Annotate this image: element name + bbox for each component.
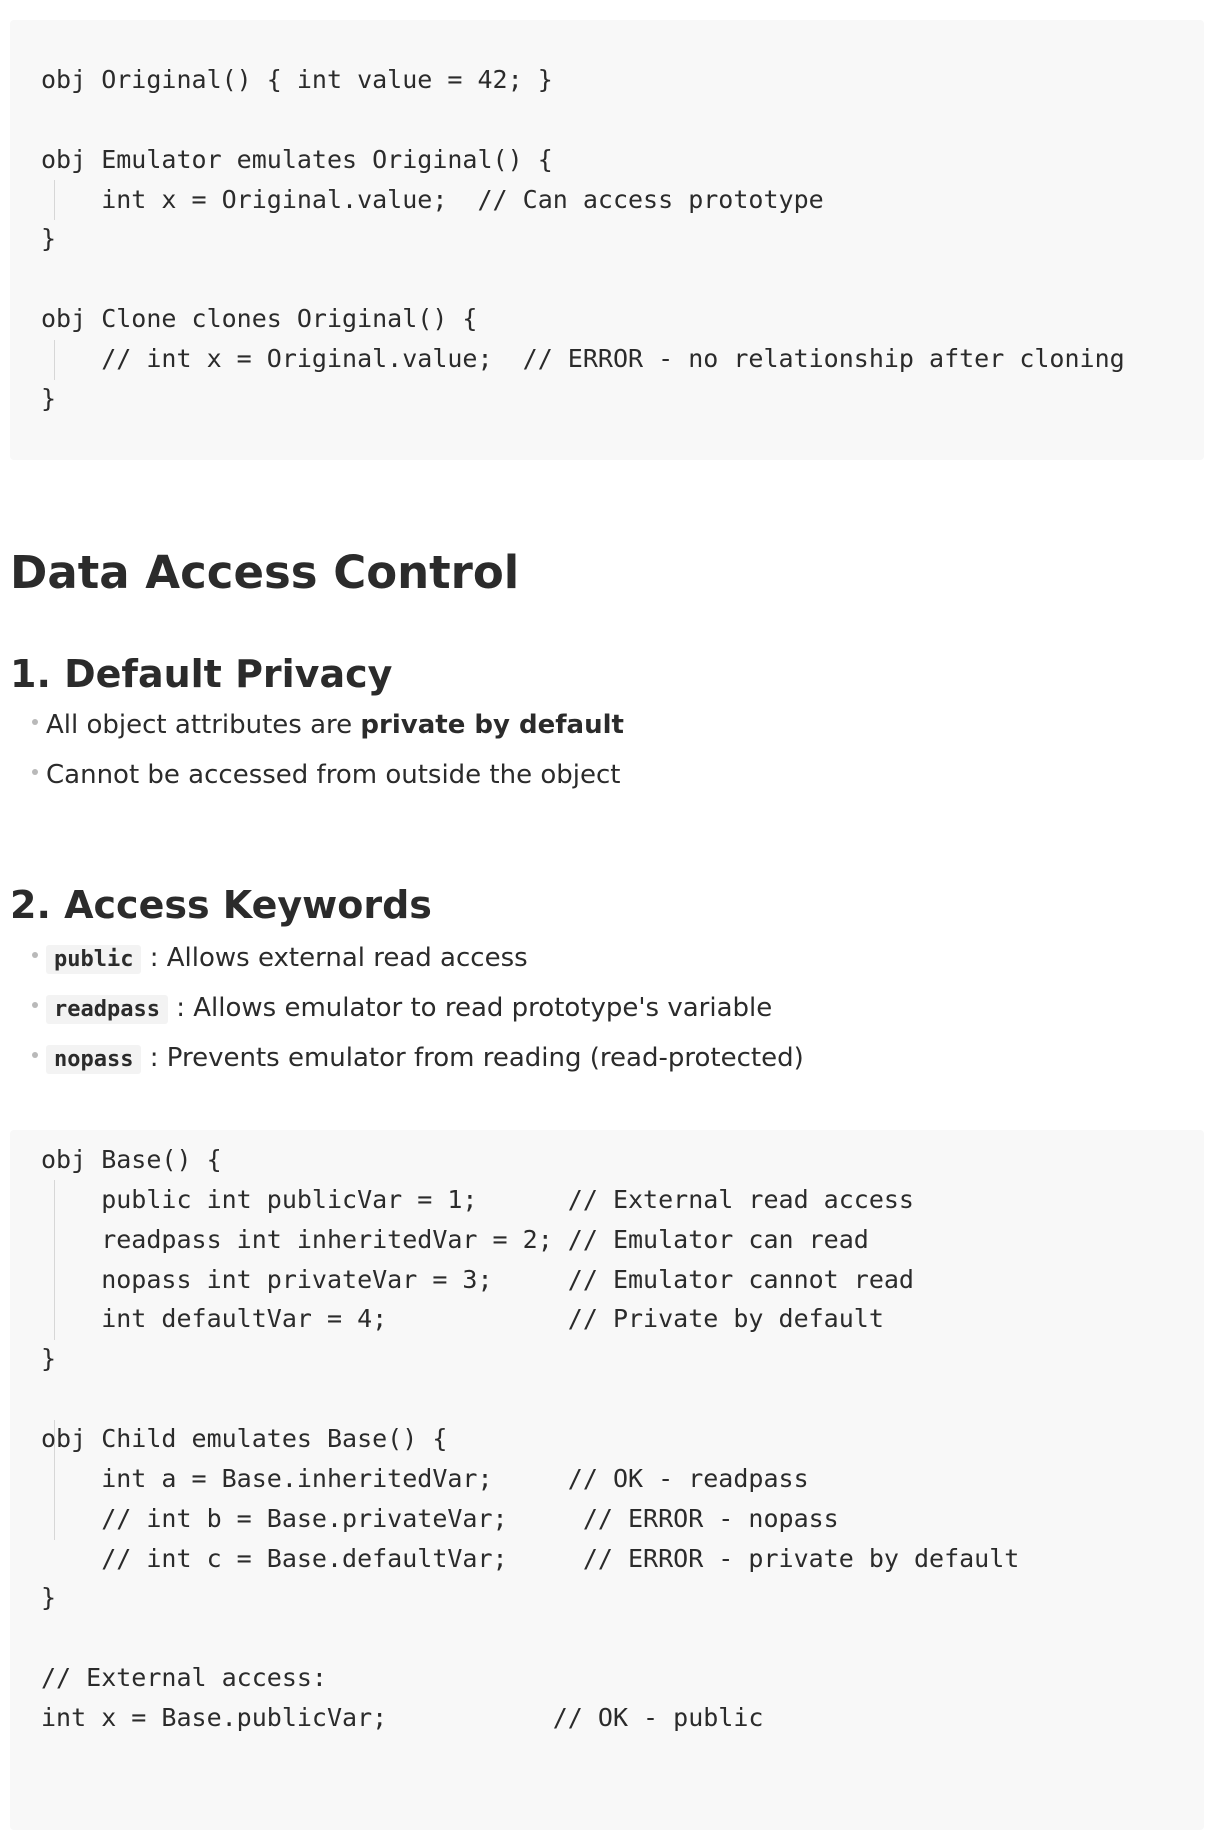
- code-line: readpass int inheritedVar = 2; // Emulator can read: [41, 1225, 869, 1254]
- list-item-text: : Prevents emulator from reading (read-protected): [141, 1043, 804, 1073]
- keyword-code: public: [46, 945, 141, 974]
- code-line: int defaultVar = 4; // Private by default: [41, 1304, 884, 1333]
- code-line: public int publicVar = 1; // External read access: [41, 1185, 914, 1214]
- code-line: // int b = Base.privateVar; // ERROR - nopass: [41, 1504, 839, 1533]
- code-line: }: [41, 384, 57, 413]
- code-line: obj Child emulates Base() {: [41, 1424, 448, 1453]
- code-line: int a = Base.inheritedVar; // OK - readpass: [41, 1464, 809, 1493]
- code-line: // External access:: [41, 1663, 327, 1692]
- page-heading: Data Access Control: [10, 546, 520, 599]
- bullet-icon: [32, 1002, 38, 1008]
- section-heading-access-keywords: 2. Access Keywords: [10, 883, 432, 927]
- list-item-text: : Allows external read access: [141, 943, 528, 973]
- section-heading-default-privacy: 1. Default Privacy: [10, 652, 393, 696]
- code-line: }: [41, 224, 57, 253]
- list-item: [32, 757, 621, 793]
- list-item-bold-text: private by default: [360, 710, 624, 740]
- bullet-icon: [32, 719, 38, 725]
- list-item-text: All object attributes are: [46, 710, 361, 740]
- keyword-code: nopass: [46, 1045, 141, 1074]
- list-item-text: : Allows emulator to read prototype's variable: [167, 993, 773, 1023]
- list-item: [32, 940, 528, 976]
- bullet-icon: [32, 952, 38, 958]
- list-item: [32, 1040, 804, 1076]
- keyword-code: readpass: [46, 995, 168, 1024]
- bullet-icon: [32, 769, 38, 775]
- code-line: int x = Base.publicVar; // OK - public: [41, 1703, 764, 1732]
- code-line: // int x = Original.value; // ERROR - no relationship after cloning: [41, 344, 1125, 373]
- code-block-access-example: [10, 1130, 1204, 1830]
- code-line: nopass int privateVar = 3; // Emulator cannot read: [41, 1265, 914, 1294]
- list-item: [32, 707, 624, 743]
- code-line: int x = Original.value; // Can access prototype: [41, 185, 824, 214]
- code-line: }: [41, 1583, 57, 1612]
- code-line: obj Original() { int value = 42; }: [41, 65, 553, 94]
- list-item: [32, 990, 772, 1026]
- code-line: obj Base() {: [41, 1145, 222, 1174]
- bullet-icon: [32, 1052, 38, 1058]
- code-line: obj Emulator emulates Original() {: [41, 145, 553, 174]
- code-line: }: [41, 1344, 57, 1373]
- code-line: // int c = Base.defaultVar; // ERROR - private by default: [41, 1544, 1020, 1573]
- list-item-text: Cannot be accessed from outside the object: [46, 760, 621, 790]
- code-line: obj Clone clones Original() {: [41, 304, 478, 333]
- code-block-inheritance: [10, 20, 1204, 460]
